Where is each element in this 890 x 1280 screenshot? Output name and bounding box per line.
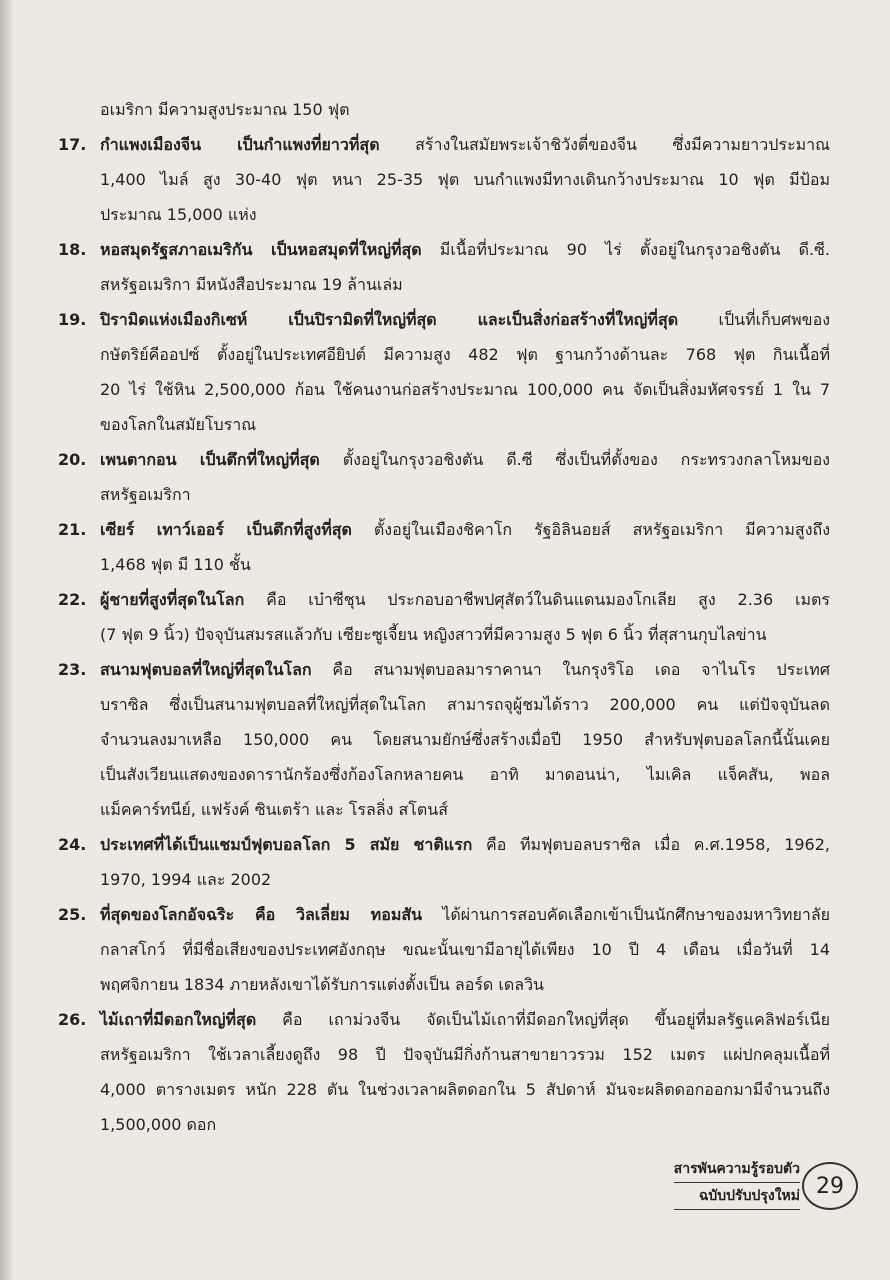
item-line: ประมาณ 15,000 แห่ง [100, 205, 257, 224]
item-line: 20 ไร่ ใช้หิน 2,500,000 ก้อน ใช้คนงานก่อสร้างประมาณ 100,000 คน จัดเป็นสิ่งมหัศจรรย์ 1 ใน 7 [100, 380, 830, 399]
item-text: คือ เบ๋าซีชุน ประกอบอาชีพปศุสัตว์ในดินแดนมองโกเลีย สูง 2.36 เมตร [266, 590, 831, 609]
page-footer [620, 1148, 860, 1218]
item-text: ได้ผ่านการสอบคัดเลือกเข้าเป็นนักศึกษาของมหาวิทยาลัย [442, 905, 830, 924]
item-line: บราซิล ซึ่งเป็นสนามฟุตบอลที่ใหญ่ที่สุดในโลก สามารถจุผู้ชมได้ราว 200,000 คน แต่ปัจจุบันลด [100, 695, 830, 714]
item-number: 21. [58, 520, 87, 539]
item-line: 1,500,000 ดอก [100, 1115, 217, 1134]
item-text: คือ เถาม่วงจีน จัดเป็นไม้เถาที่มีดอกใหญ่ที่สุด ขึ้นอยู่ที่มลรัฐแคลิฟอร์เนีย [282, 1010, 830, 1029]
numbered-list [58, 127, 830, 1142]
item-line: สหรัฐอเมริกา ใช้เวลาเลี้ยงดูถึง 98 ปี ปัจจุบันมีกิ่งก้านสาขายาวรวม 152 เมตร แผ่ปกคลุมเนื้อที่ [100, 1045, 830, 1064]
item-text: สร้างในสมัยพระเจ้าชิวังตี่ของจีน ซึ่งมีความยาวประมาณ [415, 135, 830, 154]
item-text: ตั้งอยู่ในกรุงวอชิงตัน ดี.ซี ซึ่งเป็นที่ตั้งของ กระทรวงกลาโหมของ [342, 450, 830, 469]
intro-line: อเมริกา มีความสูงประมาณ 150 ฟุต [100, 100, 350, 119]
item-heading: ปิรามิดแห่งเมืองกิเซห์ เป็นปิรามิดที่ใหญ่ที่สุด และเป็นสิ่งก่อสร้างที่ใหญ่ที่สุด [100, 310, 679, 329]
book-title [674, 1156, 800, 1210]
list-item [58, 232, 830, 302]
item-line [100, 512, 830, 547]
list-item [58, 127, 830, 232]
book-title-line2: ฉบับปรับปรุงใหม่ [674, 1183, 800, 1210]
item-text: คือ สนามฟุตบอลมาราคานา ในกรุงริโอ เดอ จาไนโร ประเทศ [332, 660, 830, 679]
list-item [58, 652, 830, 827]
item-number: 23. [58, 660, 87, 679]
item-line: สหรัฐอเมริกา [100, 485, 191, 504]
item-number: 22. [58, 590, 87, 609]
item-line: เป็นสังเวียนแสดงของดารานักร้องซึ่งก้องโลกหลายคน อาทิ มาดอนน่า, ไมเคิล แจ็คสัน, พอล [100, 765, 830, 784]
list-item [58, 302, 830, 442]
item-line: กลาสโกว์ ที่มีชื่อเสียงของประเทศอังกฤษ ขณะนั้นเขามีอายุได้เพียง 10 ปี 4 เดือน เมื่อวันที่ 14 [100, 940, 830, 959]
list-item [58, 897, 830, 1002]
item-line: จำนวนลงมาเหลือ 150,000 คน โดยสนามยักษ์ซึ่งสร้างเมื่อปี 1950 สำหรับฟุตบอลโลกนี้นั้นเคย [100, 730, 830, 749]
item-number: 17. [58, 135, 87, 154]
item-text: คือ ทีมฟุตบอลบราซิล เมื่อ ค.ศ.1958, 1962, [486, 835, 830, 854]
item-heading: เพนตากอน เป็นตึกที่ใหญ่ที่สุด [100, 450, 320, 469]
list-item [58, 442, 830, 512]
item-line: สหรัฐอเมริกา มีหนังสือประมาณ 19 ล้านเล่ม [100, 275, 403, 294]
item-number: 24. [58, 835, 87, 854]
book-title-line1: สารพันความรู้รอบตัว [674, 1156, 800, 1183]
page-gutter-shadow [0, 0, 14, 1280]
item-line [100, 302, 830, 337]
list-item [58, 1002, 830, 1142]
item-line: 1970, 1994 และ 2002 [100, 870, 272, 889]
item-heading: ผู้ชายที่สูงที่สุดในโลก [100, 590, 245, 609]
list-item [58, 512, 830, 582]
item-number: 26. [58, 1010, 87, 1029]
item-number: 25. [58, 905, 87, 924]
item-heading: สนามฟุตบอลที่ใหญ่ที่สุดในโลก [100, 660, 312, 679]
item-line [100, 442, 830, 477]
item-line [100, 827, 830, 862]
item-line [100, 127, 830, 162]
item-line [100, 232, 830, 267]
item-text: เป็นที่เก็บศพของ [718, 310, 830, 329]
item-heading: ที่สุดของโลกอัจฉริะ คือ วิลเลี่ยม ทอมสัน [100, 905, 423, 924]
item-line: กษัตริย์คีออปซ์ ตั้งอยู่ในประเทศอียิปต์ มีความสูง 482 ฟุต ฐานกว้างด้านละ 768 ฟุต กินเนื้อที่ [100, 345, 830, 364]
list-item [58, 582, 830, 652]
item-heading: กำแพงเมืองจีน เป็นกำแพงที่ยาวที่สุด [100, 135, 380, 154]
page-body [58, 92, 830, 1142]
item-heading: หอสมุดรัฐสภาอเมริกัน เป็นหอสมุดที่ใหญ่ที่สุด [100, 240, 422, 259]
item-line: แม็คคาร์ทนีย์, แฟร้งค์ ซินเตร้า และ โรลลิ่ง สโตนส์ [100, 800, 448, 819]
intro-continuation [58, 92, 830, 127]
item-line: (7 ฟุต 9 นิ้ว) ปัจจุบันสมรสแล้วกับ เซียะซูเจี้ยน หญิงสาวที่มีความสูง 5 ฟุต 6 นิ้ว ที่สุสานกุบไลข่าน [100, 625, 767, 644]
item-line: พฤศจิกายน 1834 ภายหลังเขาได้รับการแต่งตั้งเป็น ลอร์ด เดลวิน [100, 975, 544, 994]
item-line: 1,468 ฟุต มี 110 ชั้น [100, 555, 251, 574]
item-number: 20. [58, 450, 87, 469]
item-text: มีเนื้อที่ประมาณ 90 ไร่ ตั้งอยู่ในกรุงวอชิงตัน ดี.ซี. [439, 240, 831, 259]
item-line [100, 582, 830, 617]
item-number: 18. [58, 240, 87, 259]
item-heading: ประเทศที่ได้เป็นแชมป์ฟุตบอลโลก 5 สมัย ชาติแรก [100, 835, 473, 854]
page-number: 29 [802, 1162, 858, 1210]
item-heading: เซียร์ เทาว์เออร์ เป็นตึกที่สูงที่สุด [100, 520, 352, 539]
list-item [58, 827, 830, 897]
item-text: ตั้งอยู่ในเมืองชิคาโก รัฐอิลินอยส์ สหรัฐอเมริกา มีความสูงถึง [373, 520, 830, 539]
item-line: ของโลกในสมัยโบราณ [100, 415, 257, 434]
item-line [100, 897, 830, 932]
item-line: 4,000 ตารางเมตร หนัก 228 ตัน ในช่วงเวลาผลิตดอกใน 5 สัปดาห์ มันจะผลิตดอกออกมามีจำนวนถึง [100, 1080, 830, 1099]
item-line [100, 652, 830, 687]
item-heading: ไม้เถาที่มีดอกใหญ่ที่สุด [100, 1010, 257, 1029]
item-number: 19. [58, 310, 87, 329]
item-line: 1,400 ไมล์ สูง 30-40 ฟุต หนา 25-35 ฟุต บนกำแพงมีทางเดินกว้างประมาณ 10 ฟุต มีป้อม [100, 170, 830, 189]
item-line [100, 1002, 830, 1037]
